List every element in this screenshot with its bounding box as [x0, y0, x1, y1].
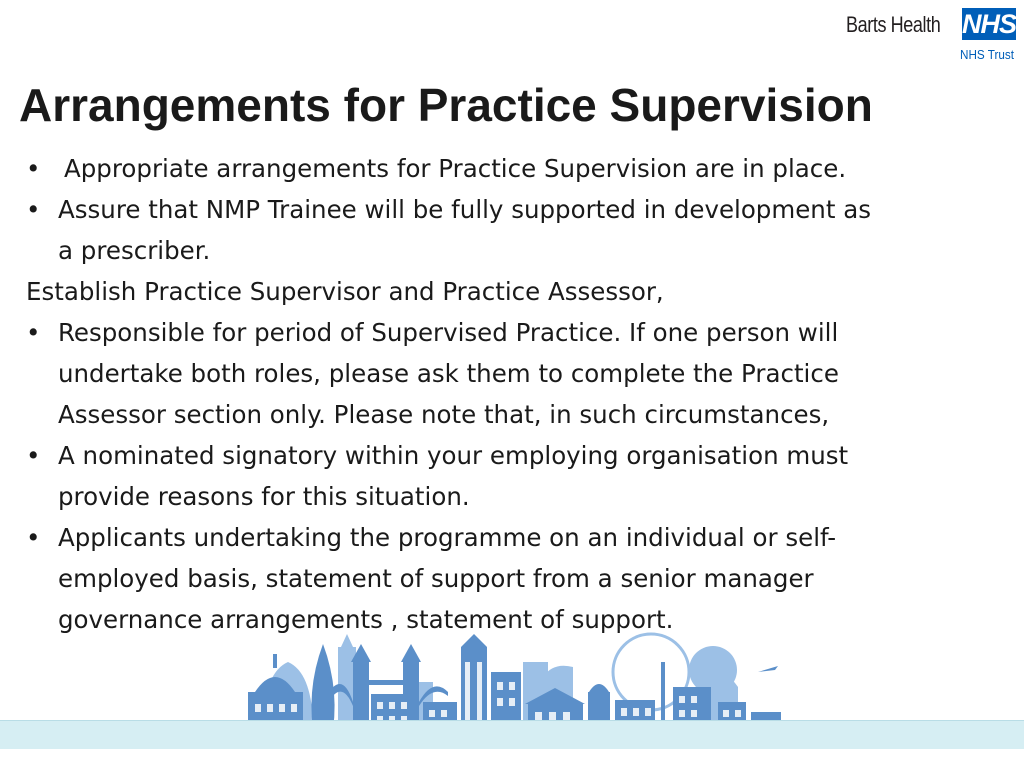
bullet-dot: •: [26, 154, 41, 183]
bullet-text: Responsible for period of Supervised Practice. If one person will: [58, 318, 839, 347]
body-paragraph: Establish Practice Supervisor and Practice Assessor,: [26, 277, 664, 306]
bullet-continuation: undertake both roles, please ask them to complete the Practice: [58, 359, 839, 388]
ground-strip: [0, 720, 1024, 749]
bullet-dot: •: [26, 318, 41, 347]
bullet-item: [26, 148, 996, 189]
slide-body: [26, 148, 996, 640]
nhs-logo-badge: NHS: [962, 9, 1017, 39]
bullet-dot: •: [26, 441, 41, 470]
bullet-text: A nominated signatory within your employing organisation must: [58, 441, 849, 470]
bullet-dot: •: [26, 195, 41, 224]
bullet-continuation: provide reasons for this situation.: [58, 482, 470, 511]
bullet-continuation: a prescriber.: [58, 236, 211, 265]
barts-health-logo: [846, 8, 1016, 66]
logo-org-name: Barts Health: [846, 12, 941, 37]
bullet-text: Applicants undertaking the programme on an individual or self-: [58, 523, 837, 552]
slide-title: Arrangements for Practice Supervision: [19, 79, 873, 131]
bullet-item: [26, 312, 996, 353]
bullet-continuation: employed basis, statement of support from a senior manager: [58, 564, 814, 593]
bullet-item: [26, 517, 996, 558]
logo-trust-name: NHS Trust: [960, 47, 1014, 62]
bullet-item: [26, 435, 996, 476]
bullet-text: Assure that NMP Trainee will be fully supported in development as: [58, 195, 871, 224]
bullet-continuation: governance arrangements , statement of support.: [58, 605, 674, 634]
bullet-text: Appropriate arrangements for Practice Supervision are in place.: [64, 154, 847, 183]
bullet-item: [26, 189, 996, 230]
bullet-continuation: Assessor section only. Please note that, in such circumstances,: [58, 400, 830, 429]
bullet-dot: •: [26, 523, 41, 552]
